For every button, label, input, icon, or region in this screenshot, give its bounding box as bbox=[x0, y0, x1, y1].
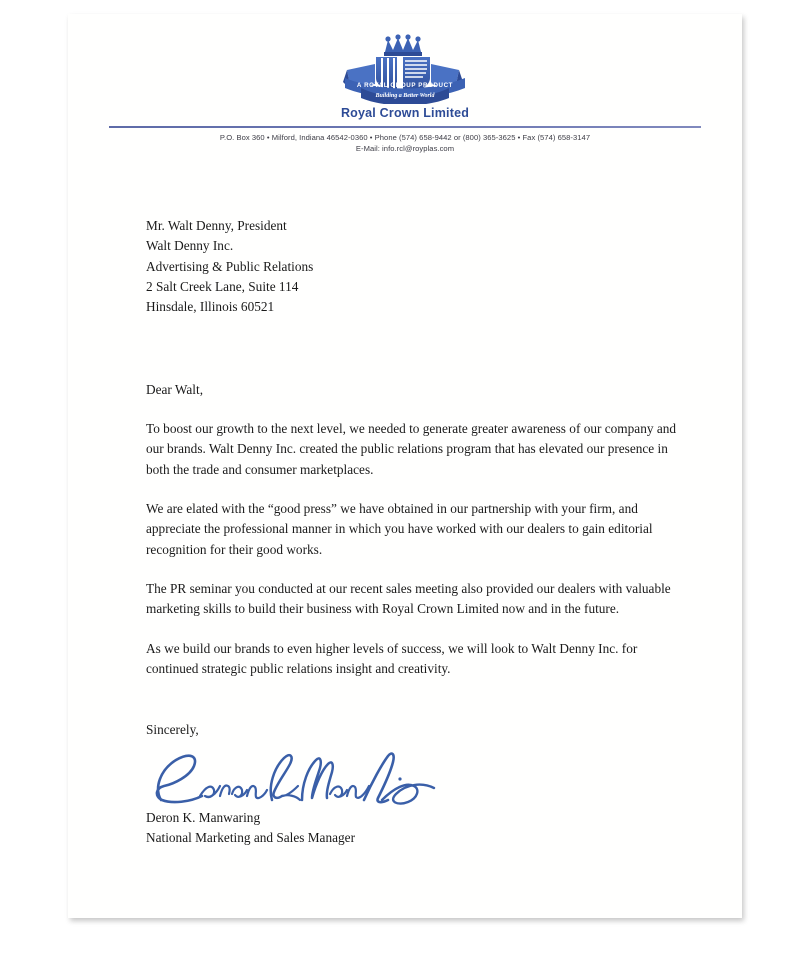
letter-body bbox=[68, 216, 742, 849]
crest-banner-top-text: A ROYAL GROUP PRODUCT bbox=[356, 82, 454, 89]
royal-crown-crest-icon bbox=[335, 32, 475, 104]
recipient-line-2: Walt Denny Inc. bbox=[146, 238, 234, 254]
closing: Sincerely, bbox=[146, 721, 199, 737]
recipient-line-1: Mr. Walt Denny, President bbox=[146, 218, 287, 233]
recipient-line-3: Advertising & Public Relations bbox=[146, 258, 314, 274]
letterhead bbox=[68, 14, 742, 154]
body-paragraph-1: To boost our growth to the next level, we needed to generate greater awareness of our company and our brands. Walt Denny Inc. created the public relations program that has elevated our presence in both the trade and consumer marketplaces. bbox=[146, 421, 677, 477]
recipient-address-block bbox=[146, 216, 680, 318]
recipient-line-5: Hinsdale, Illinois 60521 bbox=[146, 299, 275, 315]
recipient-line-4: 2 Salt Creek Lane, Suite 114 bbox=[146, 279, 299, 295]
body-paragraph-2: We are elated with the “good press” we have obtained in our partnership with your firm, and appreciate the professional manner in which you have worked with our dealers to gain editorial recognition for their good works. bbox=[146, 501, 653, 557]
header-divider bbox=[109, 126, 701, 128]
signer-name: Deron K. Manwaring bbox=[146, 809, 261, 825]
crest-banner-bottom-text: Building a Better World bbox=[375, 93, 435, 99]
body-paragraph-4: As we build our brands to even higher levels of success, we will look to Walt Denny Inc. for continued strategic public relations insight and creativity. bbox=[146, 640, 638, 677]
contact-line-2: E-Mail: info.rcl@royplas.com bbox=[355, 144, 455, 153]
contact-info bbox=[68, 132, 742, 154]
signer-title: National Marketing and Sales Manager bbox=[146, 830, 355, 846]
salutation: Dear Walt, bbox=[146, 381, 204, 397]
letter-page bbox=[68, 14, 742, 918]
company-name: Royal Crown Limited bbox=[340, 106, 470, 120]
body-paragraph-3: The PR seminar you conducted at our recent sales meeting also provided our dealers with valuable marketing skills to build their business with Royal Crown Limited now and in the future. bbox=[146, 581, 671, 617]
handwritten-signature-icon bbox=[150, 742, 450, 812]
contact-line-1: P.O. Box 360 • Milford, Indiana 46542-0360 • Phone (574) 658-9442 or (800) 365-3625 • Fax (574) 658-3147 bbox=[219, 133, 591, 142]
